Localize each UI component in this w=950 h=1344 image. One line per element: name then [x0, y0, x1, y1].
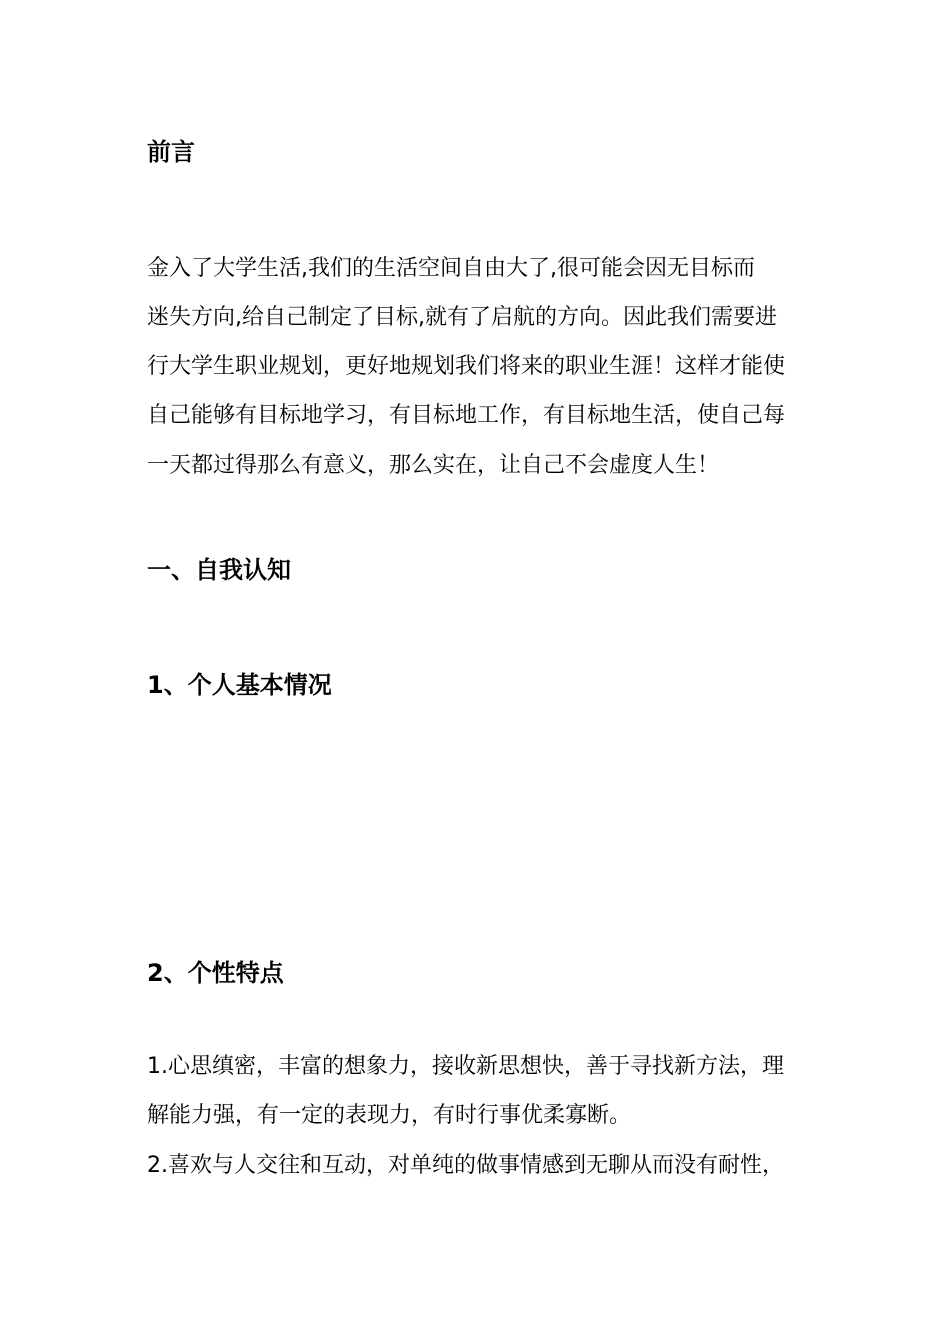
- preface-line-1: 金入了大学生活,我们的生活空间自由大了,很可能会因无目标而: [147, 256, 755, 281]
- traits-line-3: 2.喜欢与人交往和互动，对单纯的做事情感到无聊从而没有耐性，: [147, 1153, 784, 1178]
- subsection-basic-info-heading: 1、个人基本情况: [147, 671, 332, 699]
- section-self-awareness-heading: 一、自我认知: [147, 556, 291, 584]
- preface-line-2: 迷失方向,给自己制定了目标,就有了启航的方向。因此我们需要进: [147, 305, 777, 330]
- preface-line-5: 一天都过得那么有意义，那么实在，让自己不会虚度人生！: [147, 453, 720, 478]
- traits-line-2: 解能力强，有一定的表现力，有时行事优柔寡断。: [147, 1103, 632, 1128]
- preface-heading: 前言: [147, 138, 195, 166]
- subsection-personality-heading: 2、个性特点: [147, 959, 284, 987]
- preface-line-3: 行大学生职业规划，更好地规划我们将来的职业生涯！这样才能使: [147, 354, 786, 379]
- traits-line-1: 1.心思缜密，丰富的想象力，接收新思想快，善于寻找新方法，理: [147, 1054, 784, 1079]
- preface-line-4: 自己能够有目标地学习，有目标地工作，有目标地生活，使自己每: [147, 403, 786, 428]
